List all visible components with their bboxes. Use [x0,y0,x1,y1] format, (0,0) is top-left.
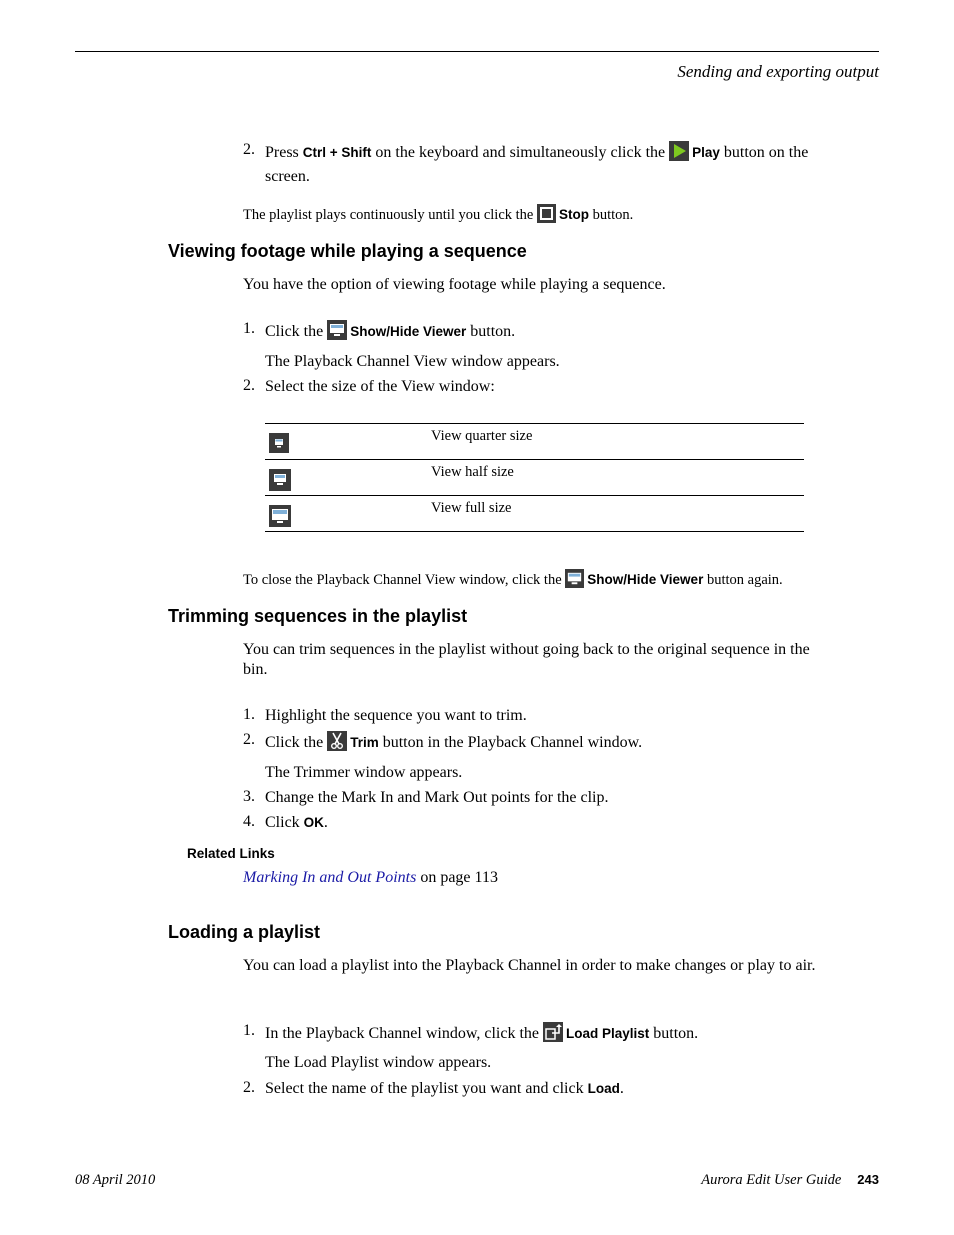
show-hide-viewer-label: Show/Hide Viewer [587,572,704,587]
section-intro: You can trim sequences in the playlist without going back to the original sequence in the bin. [243,641,810,678]
stop-button-label: Stop [559,207,589,222]
section-intro: You have the option of viewing footage while playing a sequence. [243,276,666,293]
show-hide-viewer-icon [327,320,347,346]
step-number: 1. [243,320,255,337]
view-full-icon [269,505,291,532]
running-header: Sending and exporting output [677,62,879,81]
load-playlist-label: Load Playlist [566,1026,650,1041]
view-size-label: View full size [431,500,512,516]
header-rule [75,51,879,52]
view-half-icon [269,469,291,496]
play-icon [669,141,689,167]
step-press-ctrl-shift-play: Press Ctrl + Shift on the keyboard and simultaneously click the Play button on the screen. [265,141,825,187]
table-row [265,496,804,532]
load-playlist-icon [543,1022,563,1048]
step-number: 2. [243,731,255,748]
show-hide-viewer-icon [565,569,584,594]
view-size-label: View quarter size [431,428,533,444]
playlist-stop-note: The playlist plays continuously until you click the Stop button. [243,204,828,229]
step-click-trim: Click the Trim button in the Playback Channel window. [265,731,825,757]
play-button-label: Play [692,145,720,160]
load-button-label: Load [587,1081,620,1096]
trim-button-label: Trim [350,735,379,750]
section-heading-loading-playlist: Loading a playlist [168,922,321,942]
section-heading-viewing-footage: Viewing footage while playing a sequence [168,241,527,261]
table-row [265,460,804,496]
footer-guide-title: Aurora Edit User Guide [701,1172,842,1188]
close-viewer-note: To close the Playback Channel View window, click the Show/Hide Viewer button again. [243,569,843,594]
step-result: The Playback Channel View window appears. [265,353,560,370]
table-row [265,423,804,460]
section-heading-trimming: Trimming sequences in the playlist [168,606,468,626]
step-number: 3. [243,788,255,805]
step-number: 1. [243,706,255,723]
step-number: 2. [243,377,255,394]
step-number: 1. [243,1022,255,1039]
step-highlight-sequence: Highlight the sequence you want to trim. [265,707,527,724]
ok-button-label: OK [303,815,324,830]
key-combo: Ctrl + Shift [302,145,372,160]
step-change-mark-points: Change the Mark In and Mark Out points for the clip. [265,789,609,806]
step-click-show-hide-viewer: Click the Show/Hide Viewer button. [265,320,825,346]
view-quarter-icon [269,433,289,458]
show-hide-viewer-label: Show/Hide Viewer [350,324,467,339]
related-links-heading: Related Links [187,846,275,861]
footer-date: 08 April 2010 [75,1172,156,1188]
step-click-ok: Click OK. [265,814,328,831]
stop-icon [537,204,556,229]
related-link-line: Marking In and Out Points on page 113 [243,869,498,886]
page-number: 243 [857,1172,879,1187]
step-click-load-playlist: In the Playback Channel window, click the Load Playlist button. [265,1022,825,1048]
scissors-icon [327,731,347,757]
footer-guide-info [701,1172,879,1189]
step-select-playlist: Select the name of the playlist you want and click Load. [265,1080,624,1097]
step-number: 4. [243,813,255,830]
section-intro: You can load a playlist into the Playback Channel in order to make changes or play to air. [243,957,816,974]
step-number: 2. [243,1079,255,1096]
step-select-size: Select the size of the View window: [265,378,495,395]
view-size-table [265,423,804,532]
step-number: 2. [243,141,255,158]
step-result: The Load Playlist window appears. [265,1054,492,1071]
marking-in-out-points-link[interactable]: Marking In and Out Points [243,869,417,886]
view-size-label: View half size [431,464,514,480]
step-result: The Trimmer window appears. [265,764,463,781]
